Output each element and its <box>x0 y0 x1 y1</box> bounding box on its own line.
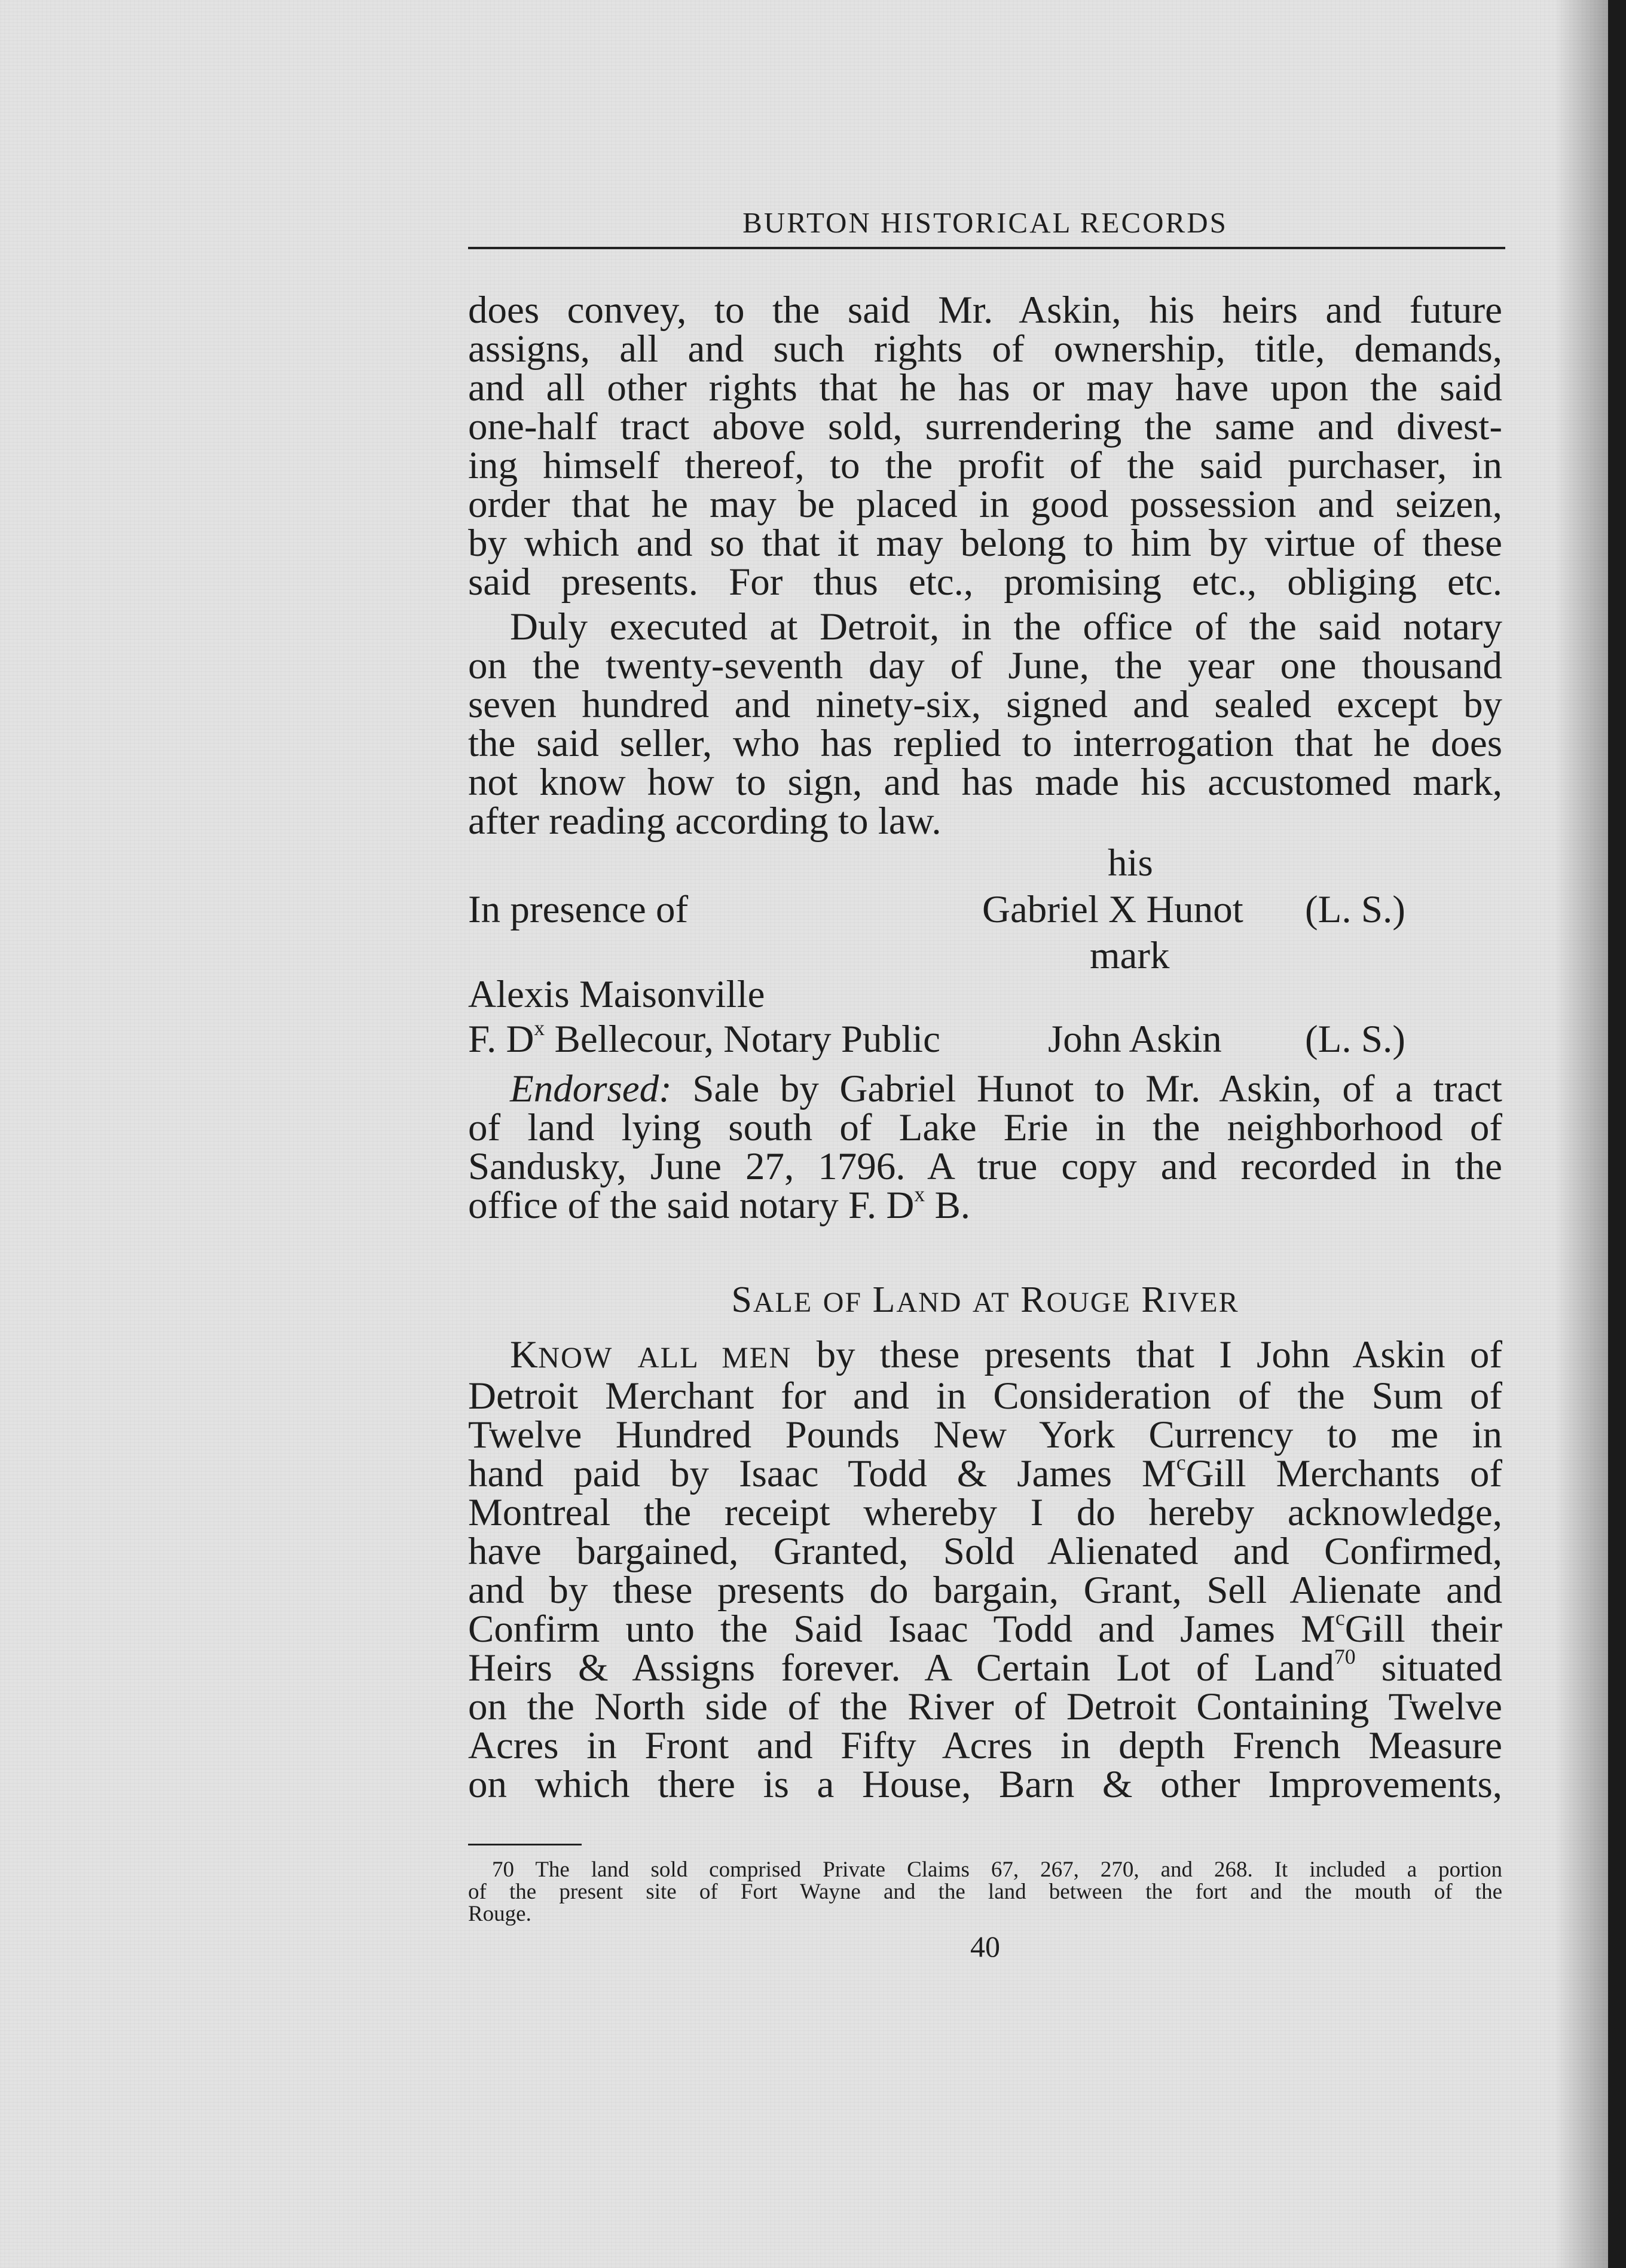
endorsed-line4-rest: B. <box>925 1184 971 1227</box>
deed-line4-prefix: hand paid by Isaac Todd & James M <box>468 1452 1176 1495</box>
text-line <box>468 1605 1502 1651</box>
text-line <box>468 1067 1502 1110</box>
deed-line1-rest: by these presents that I John Askin of <box>791 1333 1502 1376</box>
footnote-line: of the present site of Fort Wayne and the land between the fort and the mouth of the <box>468 1880 1502 1904</box>
page-number: 40 <box>970 1930 1000 1963</box>
text-line: Acres in Front and Fifty Acres in depth French Measure <box>468 1724 1502 1767</box>
notary-rest: Bellecour, Notary Public <box>545 1018 940 1061</box>
notary-name <box>468 1015 940 1061</box>
text-line: of land lying south of Lake Erie in the neighborhood of <box>468 1106 1502 1149</box>
text-line: Twelve Hundred Pounds New York Currency to me in <box>468 1413 1502 1456</box>
deed-line4-rest: Gill Merchants of <box>1185 1452 1502 1495</box>
deed-superscript: c <box>1176 1450 1186 1474</box>
title-cap: L <box>872 1280 897 1320</box>
endorsed-text: Sale by Gabriel Hunot to Mr. Askin, of a tract <box>671 1067 1502 1110</box>
notary-prefix: F. D <box>468 1018 534 1061</box>
text-line: not know how to sign, and has made his accustomed mark, <box>468 761 1502 804</box>
deed-lead-small-caps: NOW <box>537 1340 613 1374</box>
title-cap: R <box>1141 1280 1167 1320</box>
paragraph-endorsed <box>468 1067 1502 1227</box>
text-line: does convey, to the said Mr. Askin, his heirs and future <box>468 289 1502 332</box>
text-line: one-half tract above sold, surrendering the same and divest- <box>468 405 1502 448</box>
deed-lead-cap: K <box>510 1333 538 1376</box>
text-line: on the North side of the River of Detroit Containing Twelve <box>468 1685 1502 1728</box>
text-line: said presents. For thus etc., promising etc., obliging etc. <box>468 561 1502 604</box>
title-cap: S <box>731 1280 753 1320</box>
endorsed-line4-prefix: office of the said notary F. D <box>468 1184 915 1227</box>
title-small-caps: OUGE <box>1046 1287 1131 1318</box>
paragraph-execution <box>468 605 1502 843</box>
endorsed-superscript: x <box>914 1182 925 1206</box>
text-line: the said seller, who has replied to interrogation that he does <box>468 722 1502 765</box>
footnote-line: Rouge. <box>468 1902 531 1926</box>
deed-line8-prefix: Confirm unto the Said Isaac Todd and James M <box>468 1608 1335 1651</box>
witness-name: Alexis Maisonville <box>468 973 765 1016</box>
text-line: seven hundred and ninety-six, signed and sealed except by <box>468 683 1502 726</box>
text-line: assigns, all and such rights of ownership, title, demands, <box>468 328 1502 371</box>
footnote <box>468 1859 1502 1925</box>
text-line: after reading according to law. <box>468 800 942 843</box>
text-line <box>468 1644 1502 1689</box>
header-rule <box>468 247 1505 249</box>
text-line: on which there is a House, Barn & other Improvements, <box>468 1763 1502 1806</box>
deed-line9-prefix: Heirs & Assigns forever. A Certain Lot of Land <box>468 1646 1334 1689</box>
text-line: order that he may be placed in good possession and seizen, <box>468 483 1502 526</box>
title-small-caps: IVER <box>1167 1287 1239 1318</box>
notary-superscript: x <box>534 1015 545 1040</box>
deed-lead-small-caps-2: ALL MEN <box>637 1340 792 1374</box>
text-line: and by these presents do bargain, Grant, Sell Alienate and <box>468 1569 1502 1612</box>
endorsed-label: Endorsed: <box>510 1067 672 1110</box>
text-line <box>468 1450 1502 1495</box>
paragraph-conveyance <box>468 291 1502 602</box>
title-small-caps: ALE <box>753 1287 813 1318</box>
footnote-reference: 70 <box>1334 1644 1356 1669</box>
text-line: Montreal the receipt whereby I do hereby acknowledge, <box>468 1491 1502 1534</box>
seller-name: Gabriel X Hunot <box>982 888 1243 931</box>
seal-mark-buyer: (L. S.) <box>1305 1018 1405 1061</box>
paragraph-deed <box>468 1333 1502 1806</box>
text-line: ing himself thereof, to the profit of the said purchaser, in <box>468 444 1502 487</box>
text-line: on the twenty-seventh day of June, the year one thousand <box>468 644 1502 687</box>
footnote-line: 70 The land sold comprised Private Claims 67, 267, 270, and 268. It included a portion <box>492 1857 1502 1882</box>
text-line: have bargained, Granted, Sold Alienated and Confirmed, <box>468 1530 1502 1573</box>
title-small-caps: AT <box>972 1287 1010 1318</box>
text-line: and all other rights that he has or may have upon the said <box>468 366 1502 409</box>
text-line: by which and so that it may belong to him by virtue of these <box>468 522 1502 565</box>
text-line <box>468 1333 1502 1377</box>
in-presence-label: In presence of <box>468 888 689 931</box>
seal-mark-seller: (L. S.) <box>1305 888 1405 931</box>
text-line: Duly executed at Detroit, in the office of the said notary <box>510 605 1502 648</box>
signature-his: his <box>1108 841 1153 884</box>
section-title <box>468 1279 1502 1321</box>
deed-superscript: c <box>1335 1605 1345 1630</box>
deed-line8-rest: Gill their <box>1344 1608 1502 1651</box>
title-cap: R <box>1020 1280 1047 1320</box>
buyer-name: John Askin <box>1048 1018 1222 1061</box>
text-line <box>468 1182 1502 1227</box>
deed-line9-rest: situated <box>1355 1646 1502 1689</box>
footnote-rule <box>468 1844 582 1845</box>
signature-mark: mark <box>1090 934 1170 977</box>
text-line: Sandusky, June 27, 1796. A true copy and recorded in the <box>468 1145 1502 1188</box>
text-line: Detroit Merchant for and in Consideration of the Sum of <box>468 1375 1502 1418</box>
title-small-caps: AND <box>896 1287 962 1318</box>
title-small-caps: OF <box>823 1287 863 1318</box>
running-head: BURTON HISTORICAL RECORDS <box>742 206 1228 239</box>
